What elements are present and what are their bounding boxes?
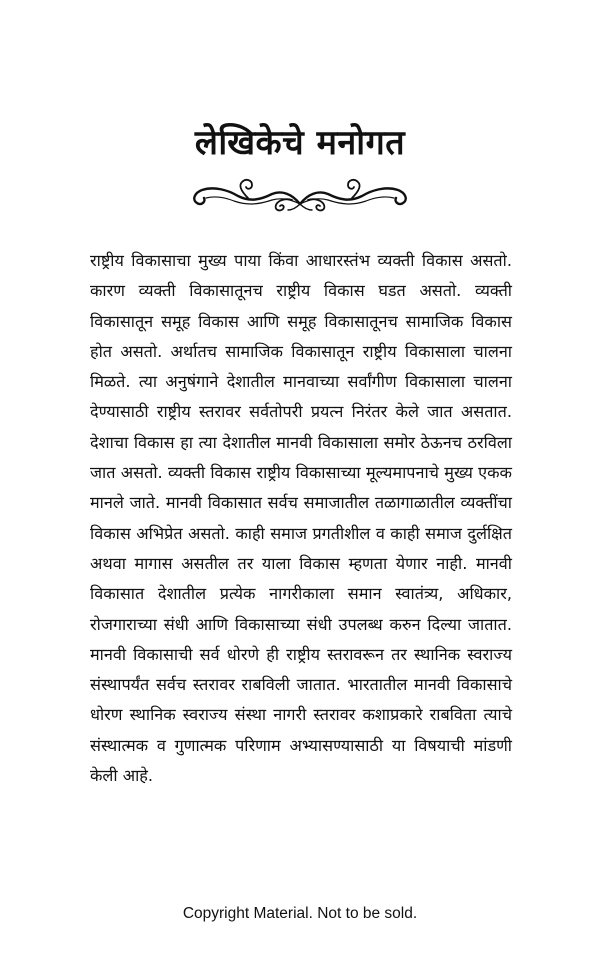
flourish-divider-icon <box>188 176 412 214</box>
page-title: लेखिकेचे मनोगत <box>194 123 406 163</box>
flourish-left <box>194 180 300 211</box>
body-paragraph: राष्ट्रीय विकासाचा मुख्य पाया किंवा आधारस्तंभ व्यक्ती विकास असतो. कारण व्यक्ती विकासातूनच राष्ट्रीय विकास घडत असतो. व्यक्ती विकासातून समूह विकास आणि समूह विकासातूनच सामाजिक विकास होत असतो. अर्थातच सामाजिक विकासातून राष्ट्रीय विकासाला चालना मिळते. त्या अनुषंगाने देशातील मानवाच्या सर्वांगीण विकासाला चालना देण्यासाठी राष्ट्रीय स्तरावर सर्वतोपरी प्रयत्न निरंतर केले जात असतात. देशाचा विकास हा त्या देशातील मानवी विकासाला समोर ठेऊनच ठरविला जात असतो. व्यक्ती विकास राष्ट्रीय विकासाच्या मूल्यमापनाचे मुख्य एकक मानले जाते. मानवी विकासात सर्वच समाजातील तळागाळातील व्यक्तींचा विकास अभिप्रेत असतो. काही समाज प्रगतीशील व काही समाज दुर्लक्षित अथवा मागास असतील तर याला विकास म्हणता येणार नाही. मानवी विकासात देशातील प्रत्येक नागरीकाला समान स्वातंत्र्य, अधिकार, रोजगाराच्या संधी आणि विकासाच्या संधी उपलब्ध करुन दिल्या जातात. मानवी विकासाची सर्व धोरणे ही राष्ट्रीय स्तरावरून तर स्थानिक स्वराज्य संस्थापर्यंत सर्वच स्तरावर राबविली जातात. भारतातील मानवी विकासाचे धोरण स्थानिक स्वराज्य संस्था नागरी स्तरावर कशाप्रकारे राबविता त्याचे संस्थात्मक व गुणात्मक परिणाम अभ्यासण्यासाठी या विषयाची मांडणी केली आहे. <box>90 251 512 786</box>
flourish-right <box>300 180 406 211</box>
copyright-footer: Copyright Material. Not to be sold. <box>182 905 418 922</box>
